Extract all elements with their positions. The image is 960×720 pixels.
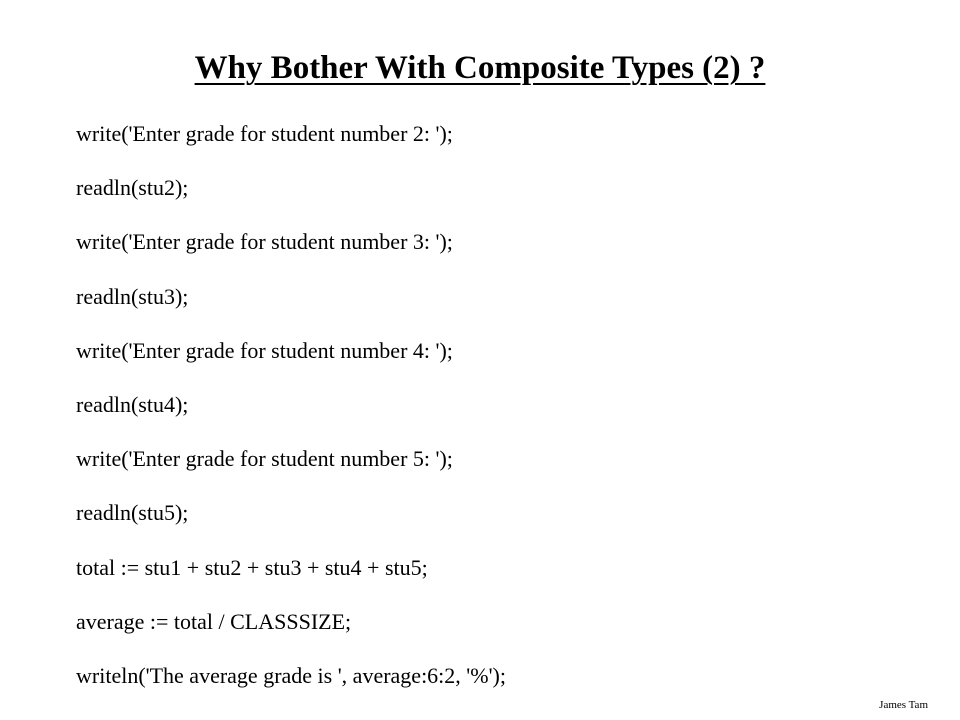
code-line: readln(stu5); [76, 500, 189, 526]
code-line: average := total / CLASSSIZE; [76, 608, 352, 634]
code-line: readln(stu2); [76, 175, 189, 201]
code-line: write('Enter grade for student number 5: '); [76, 446, 453, 472]
code-line: write('Enter grade for student number 4: '); [76, 337, 453, 363]
code-line: write('Enter grade for student number 3: '); [76, 229, 453, 255]
code-listing [76, 119, 936, 715]
code-line: readln(stu3); [76, 283, 189, 309]
author-credit: James Tam [879, 699, 928, 711]
code-line: write('Enter grade for student number 2: '); [76, 121, 453, 146]
code-line: total := stu1 + stu2 + stu3 + stu4 + stu5; [76, 554, 428, 580]
code-line: readln(stu4); [76, 391, 189, 417]
code-line: writeln('The average grade is ', average:6:2, '%'); [76, 662, 506, 688]
slide-title: Why Bother With Composite Types (2) ? [194, 50, 766, 86]
